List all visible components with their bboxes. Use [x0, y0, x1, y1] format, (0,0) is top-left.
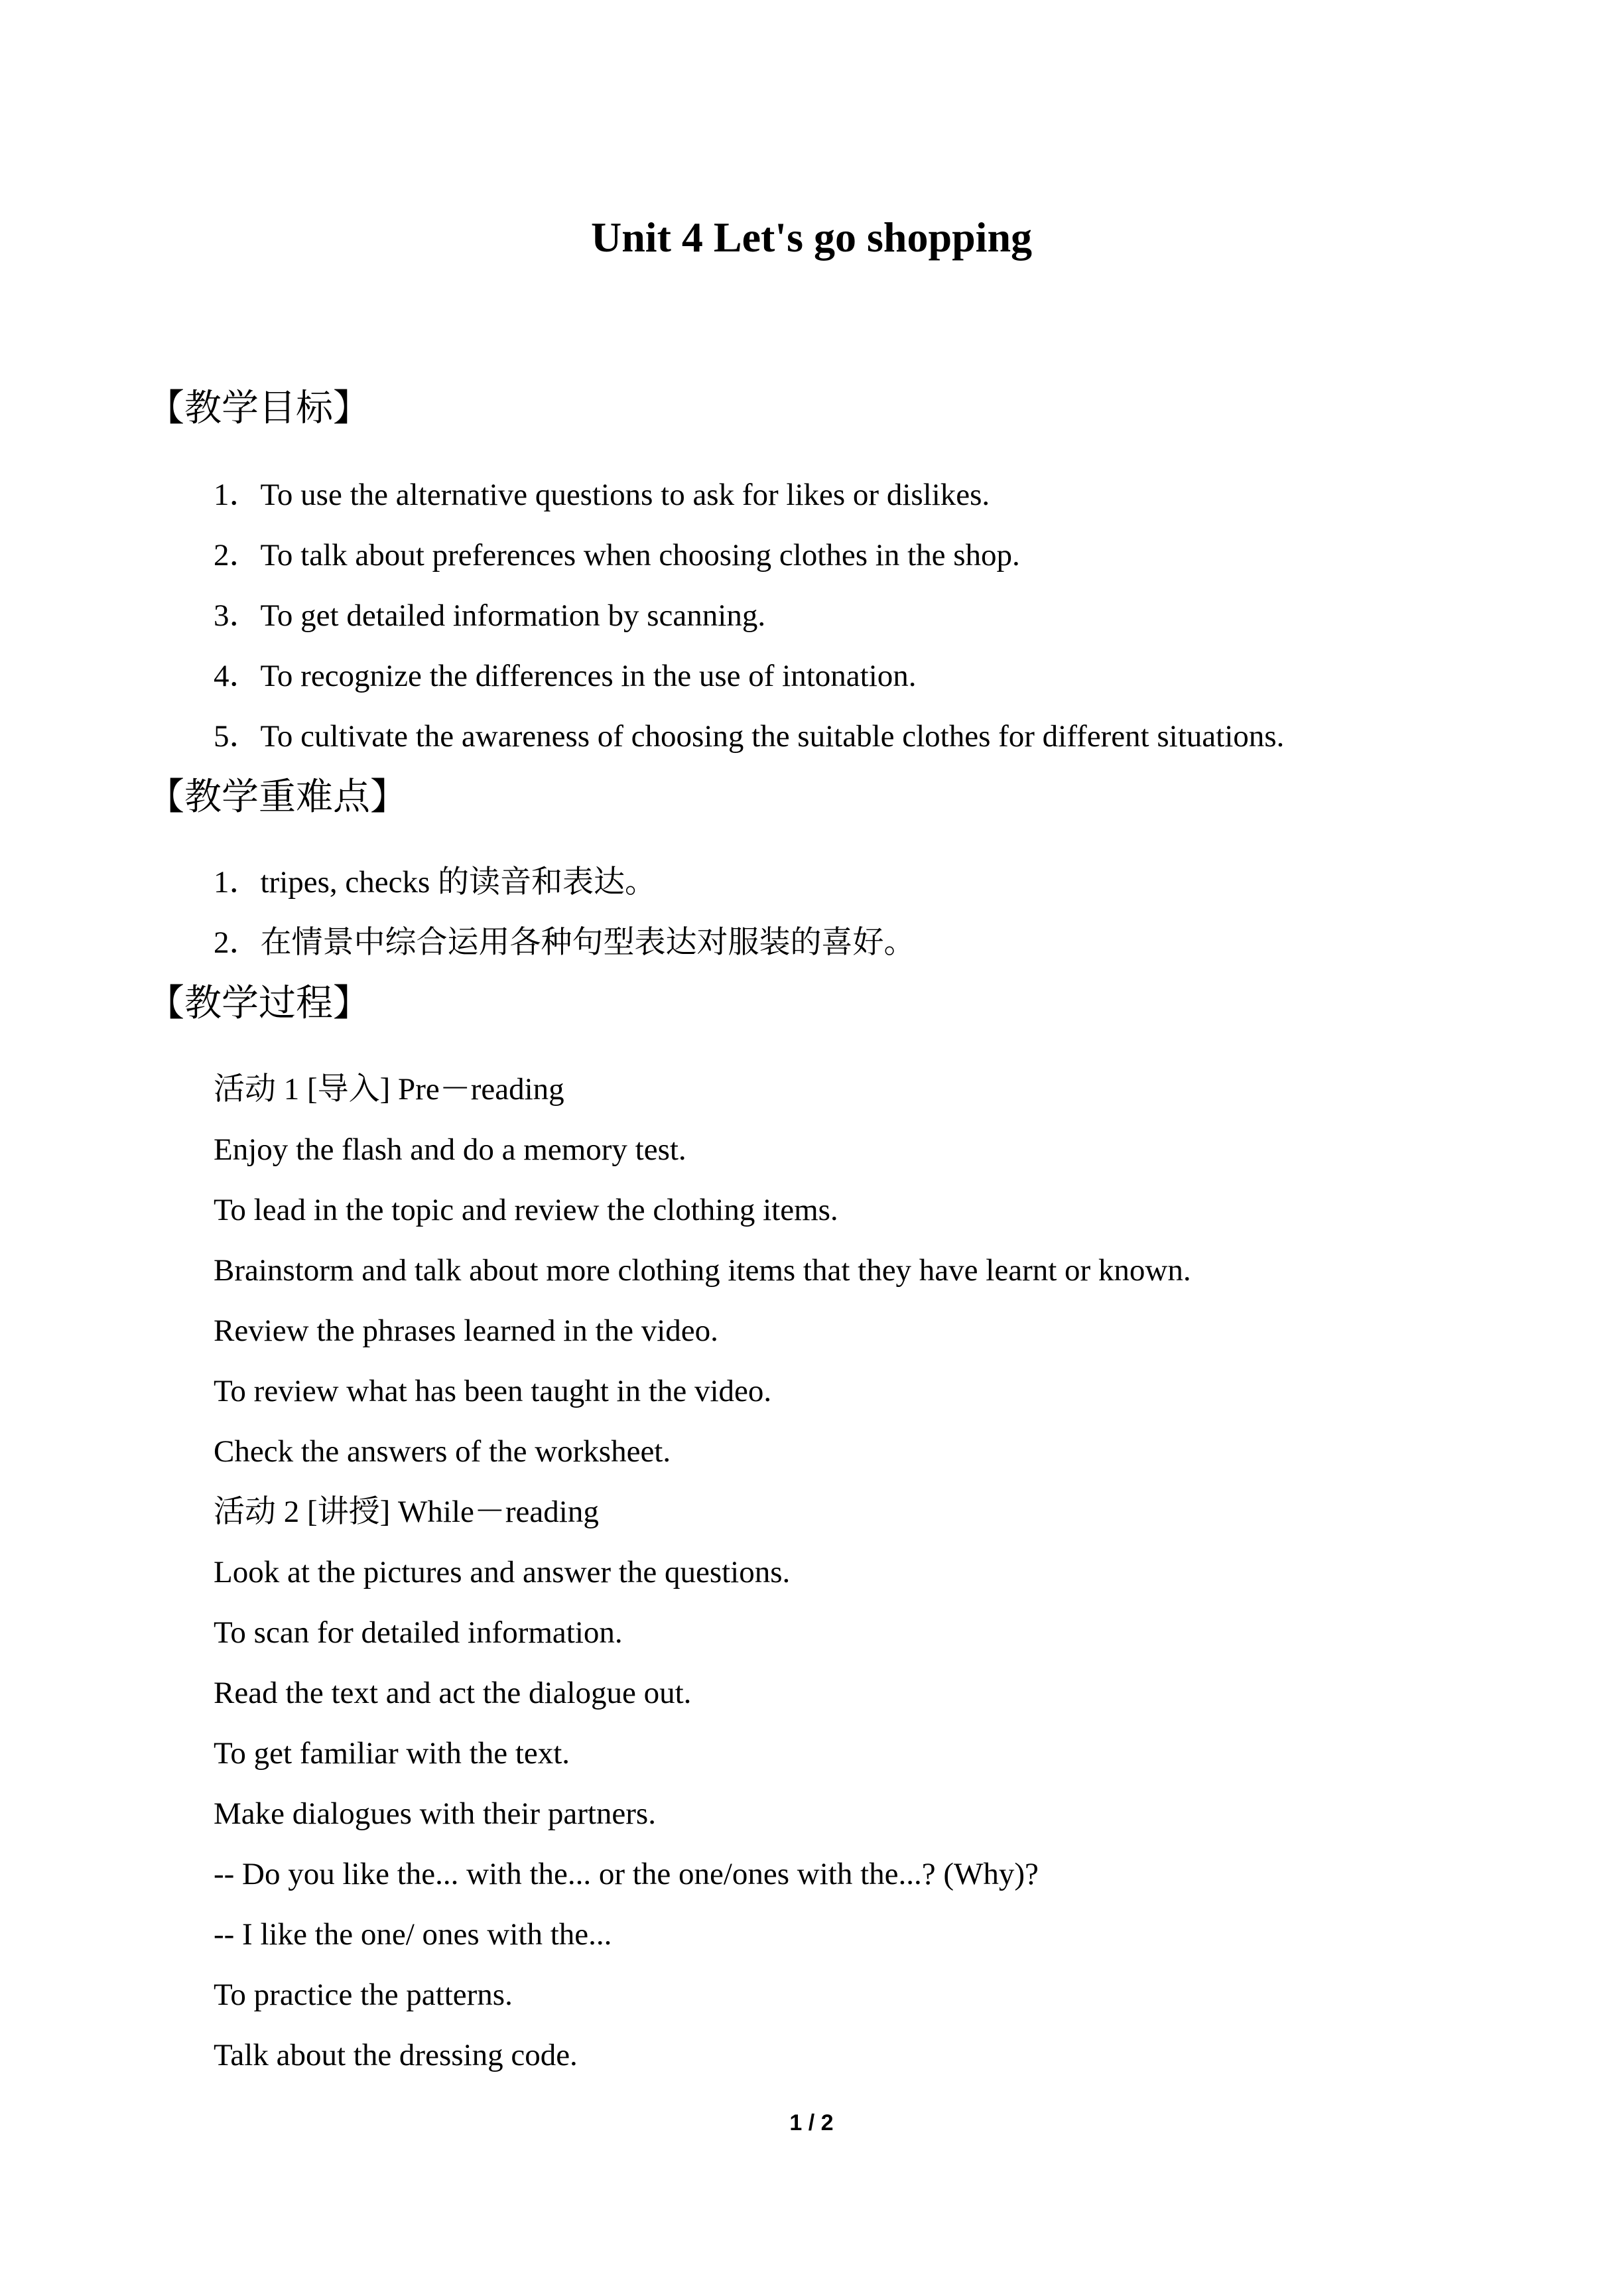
process-line: Read the text and act the dialogue out. [214, 1676, 692, 1710]
key-point-item-2: 2．在情景中综合运用各种句型表达对服装的喜好。 [214, 925, 915, 960]
objective-item-4: 4．To recognize the differences in the use of intonation. [214, 659, 917, 693]
section-heading-objectives: 【教学目标】 [147, 387, 370, 430]
section-heading-process: 【教学过程】 [147, 982, 370, 1025]
objective-item-3: 3．To get detailed information by scanning. [214, 598, 766, 633]
process-line: To review what has been taught in the video. [214, 1374, 772, 1408]
key-point-item-1: 1．tripes, checks 的读音和表达。 [214, 865, 657, 900]
objective-item-1: 1．To use the alternative questions to ask for likes or dislikes. [214, 478, 990, 512]
process-dialogue-line: -- I like the one/ ones with the... [214, 1917, 612, 1952]
process-line: To scan for detailed information. [214, 1615, 623, 1650]
process-line: Talk about the dressing code. [214, 2038, 578, 2072]
document-title: Unit 4 Let's go shopping [590, 214, 1033, 261]
process-activity-1-heading: 活动 1 [导入] Pre－reading [214, 1072, 564, 1107]
process-line: To practice the patterns. [214, 1978, 513, 2012]
process-line: To lead in the topic and review the clothing items. [214, 1193, 838, 1227]
process-line: Brainstorm and talk about more clothing items that they have learnt or known. [214, 1253, 1191, 1288]
process-line: Check the answers of the worksheet. [214, 1434, 671, 1469]
process-line: Look at the pictures and answer the questions. [214, 1555, 791, 1589]
objective-item-2: 2．To talk about preferences when choosing clothes in the shop. [214, 538, 1020, 573]
process-dialogue-line: -- Do you like the... with the... or the one/ones with the...? (Why)? [214, 1857, 1039, 1891]
process-activity-2-heading: 活动 2 [讲授] While－reading [214, 1495, 599, 1529]
section-heading-key-points: 【教学重难点】 [147, 776, 407, 819]
process-line: To get familiar with the text. [214, 1736, 570, 1771]
objective-item-5: 5．To cultivate the awareness of choosing the suitable clothes for different situations. [214, 719, 1285, 754]
process-line: Enjoy the flash and do a memory test. [214, 1132, 686, 1167]
process-line: Review the phrases learned in the video. [214, 1314, 718, 1348]
page-number: 1 / 2 [789, 2110, 834, 2135]
process-line: Make dialogues with their partners. [214, 1796, 656, 1831]
